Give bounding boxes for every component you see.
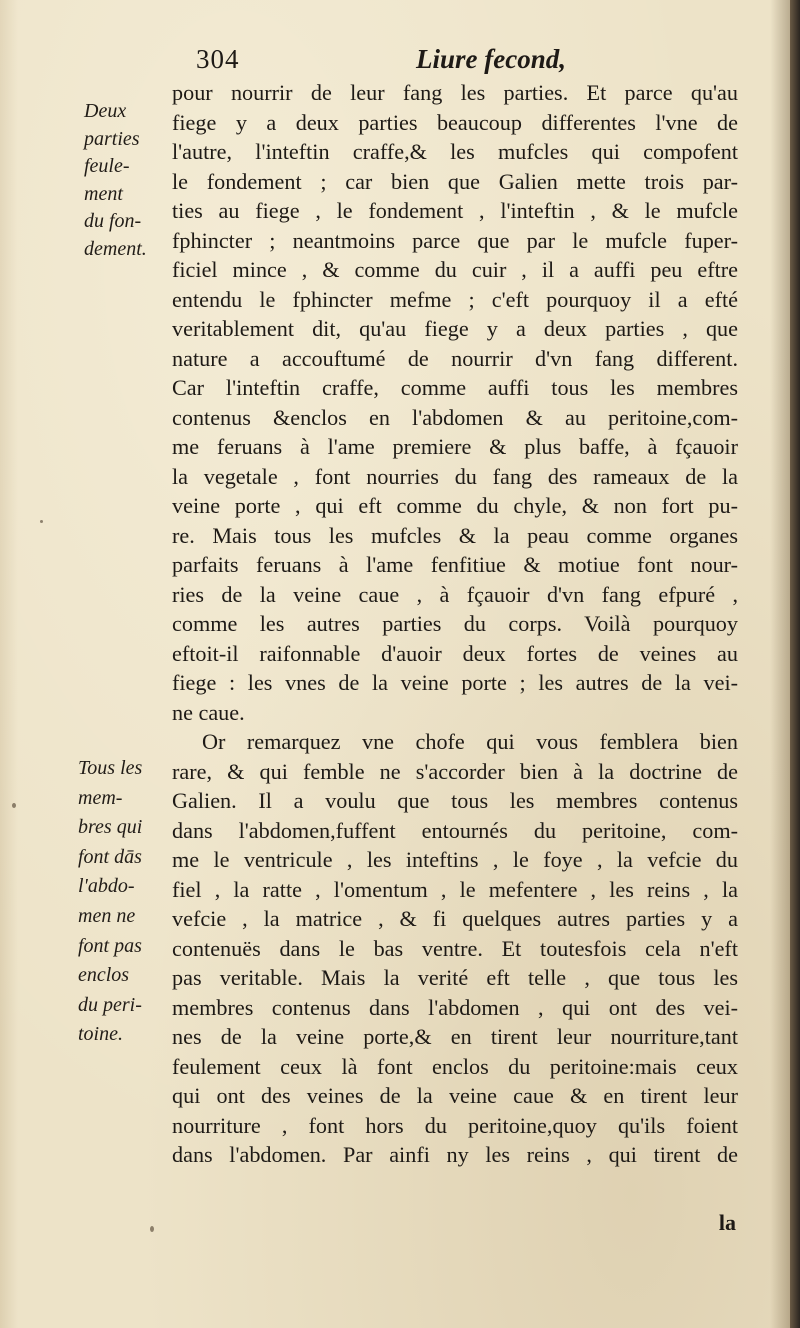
- text-line: veritablement dit, qu'au fiege y a deux parties , que: [172, 316, 738, 341]
- paper-speck: [150, 1226, 154, 1232]
- catchword: la: [718, 1210, 736, 1235]
- text-line: ficiel mince , & comme du cuir , il a auffi peu eftre: [172, 257, 738, 282]
- marginal-line: Tous les: [78, 757, 143, 779]
- text-line: contenus &enclos en l'abdomen & au peritoine,com-: [172, 404, 738, 430]
- text-line: fiege : les vnes de la veine porte ; les autres de la vei-: [172, 670, 738, 695]
- text-line: la vegetale , font nourries du fang des rameaux de la: [172, 463, 738, 489]
- text-line: nourriture , font hors du peritoine,quoy qu'ils foient: [172, 1112, 738, 1138]
- marginal-line: l'abdo-: [78, 875, 135, 898]
- marginal-line: parties: [84, 127, 140, 150]
- text-line: ries de la veine caue , à fçauoir d'vn fang efpuré ,: [172, 581, 738, 607]
- marginal-line: mem-: [78, 786, 123, 809]
- text-line: Or remarquez vne chofe qui vous femblera bien: [202, 729, 738, 754]
- text-line: Car l'inteftin craffe, comme auffi tous les membres: [172, 375, 738, 400]
- text-line: ne caue.: [172, 699, 245, 725]
- text-line: me le ventricule , les inteftins , le foye , la vefcie du: [172, 847, 738, 872]
- marginal-line: toine.: [78, 1023, 123, 1046]
- running-head: [196, 44, 616, 80]
- marginal-line: du fon-: [84, 210, 142, 232]
- marginal-line: enclos: [78, 964, 130, 987]
- text-line: qui ont des veines de la veine caue & en tirent leur: [172, 1083, 738, 1108]
- marginal-line: bres qui: [78, 816, 143, 839]
- marginal-line: ment: [84, 182, 123, 205]
- text-line: veine porte , qui eft comme du chyle, & non fort pu-: [172, 493, 738, 518]
- page-number: 304: [196, 44, 240, 74]
- text-line: dans l'abdomen,fuffent entournés du peritoine, com-: [172, 817, 738, 843]
- text-line: pas veritable. Mais la verité eft telle , que tous les: [172, 965, 738, 990]
- marginal-line: dement.: [84, 237, 147, 260]
- text-line: parfaits feruans à l'ame fenfitiue & motiue font nour-: [172, 552, 738, 577]
- book-title: Liure fecond,: [416, 44, 566, 74]
- text-line: rare, & qui femble ne s'accorder bien à la doctrine de: [172, 758, 738, 784]
- marginal-line: font pas: [78, 934, 142, 957]
- text-line: nes de la veine porte,& en tirent leur nourriture,tant: [172, 1024, 738, 1049]
- text-line: eftoit-il raifonnable d'auoir deux fortes de veines au: [172, 640, 738, 666]
- body-text: [172, 78, 738, 1170]
- marginal-note-deux-parties: [84, 98, 147, 263]
- text-line: pour nourrir de leur fang les parties. Et parce qu'au: [172, 80, 738, 105]
- marginal-line: Deux: [84, 100, 127, 122]
- text-line: Galien. Il a voulu que tous les membres contenus: [172, 788, 738, 813]
- text-line: re. Mais tous les mufcles & la peau comme organes: [172, 522, 738, 548]
- text-line: nature a accouftumé de nourrir d'vn fang different.: [172, 345, 738, 371]
- text-line: fiel , la ratte , l'omentum , le mefentere , les reins , la: [172, 876, 738, 902]
- text-line: l'autre, l'inteftin craffe,& les mufcles qui compofent: [172, 139, 738, 164]
- text-line: feulement ceux là font enclos du peritoine:mais ceux: [172, 1053, 738, 1079]
- paper-speck: [40, 520, 43, 523]
- marginal-line: du peri-: [78, 993, 142, 1016]
- text-line: me feruans à l'ame premiere & plus baffe, à fçauoir: [172, 434, 738, 459]
- text-line: fiege y a deux parties beaucoup differentes l'vne de: [172, 109, 738, 135]
- text-line: le fondement ; car bien que Galien mette trois par-: [172, 168, 738, 194]
- marginal-line: feule-: [84, 155, 130, 177]
- marginal-note-tous-les-membres: [78, 754, 142, 1050]
- paper-speck: [12, 803, 16, 808]
- marginal-line: font dās: [78, 845, 142, 868]
- text-line: entendu le fphincter mefme ; c'eft pourquoy il a efté: [172, 286, 738, 312]
- text-line: dans l'abdomen. Par ainfi ny les reins , qui tirent de: [172, 1142, 738, 1167]
- text-line: comme les autres parties du corps. Voilà pourquoy: [172, 611, 738, 636]
- text-line: fphincter ; neantmoins parce que par le mufcle fuper-: [172, 227, 738, 253]
- text-line: contenuës dans le bas ventre. Et toutesfois cela n'eft: [172, 935, 738, 961]
- text-line: ties au fiege , le fondement , l'inteftin , & le mufcle: [172, 198, 738, 223]
- text-line: membres contenus dans l'abdomen , qui ont des vei-: [172, 994, 738, 1020]
- marginal-line: men ne: [78, 904, 136, 927]
- page-edge: [790, 0, 800, 1328]
- text-line: vefcie , la matrice , & fi quelques autres parties y a: [172, 906, 738, 931]
